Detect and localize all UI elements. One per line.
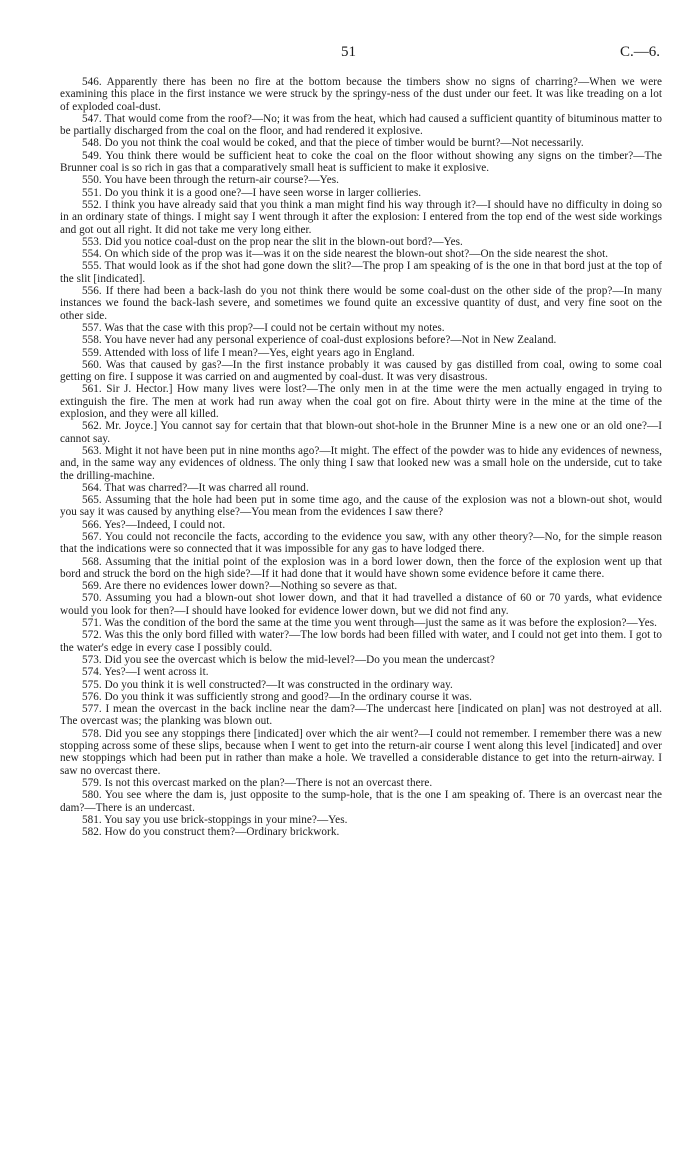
page-number: 51 — [341, 44, 356, 60]
testimony-body — [60, 76, 662, 838]
paragraph-558: 558. You have never had any personal experience of coal-dust explosions before?—Not in New Zealand. — [82, 334, 557, 347]
paragraph-549: 549. You think there would be sufficient heat to coke the coal on the floor without showing any signs on the timber?—The Brunner coal is so rich in gas that a comparatively small heat is sufficient to make it explosive. — [60, 149, 662, 175]
paragraph-575: 575. Do you think it is well constructed?—It was constructed in the ordinary way. — [82, 678, 453, 691]
paragraph-555: 555. That would look as if the shot had gone down the slit?—The prop I am speaking of is the one in that bord just at the top of the slit [indicated]. — [60, 260, 662, 285]
paragraph-573: 573. Did you see the overcast which is below the mid-level?—Do you mean the undercast? — [82, 653, 495, 666]
paragraph-574: 574. Yes?—I went across it. — [82, 666, 209, 679]
paragraph-550: 550. You have been through the return-air course?—Yes. — [82, 174, 339, 187]
paragraph-567: 567. You could not reconcile the facts, according to the evidence you saw, with any other theory?—No, for the simple reason that the indications were so connected that it was impossible for any gas to have lodged there. — [60, 530, 662, 556]
paragraph-552: 552. I think you have already said that you think a man might find his way through it?—I should have no difficulty in doing so in an ordinary state of things. I might say I went through it after the explosion: I entered from the top end of the west side workings and got out all right. It did not take me very long either. — [60, 198, 662, 236]
paragraph-548: 548. Do you not think the coal would be coked, and that the piece of timber would be burnt?—Not necessarily. — [82, 137, 584, 150]
paragraph-570: 570. Assuming you had a blown-out shot lower down, and that it had travelled a distance of 60 or 70 yards, what evidence would you look for then?—I should have looked for evidence lower down, but we did not find any. — [60, 592, 662, 617]
paragraph-557: 557. Was that the case with this prop?—I could not be certain without my notes. — [82, 321, 445, 334]
paragraph-562: 562. Mr. Joyce.] You cannot say for certain that that blown-out shot-hole in the Brunner Mine is a new one or an old one?—I cannot say. — [60, 420, 662, 445]
paragraph-569: 569. Are there no evidences lower down?—Nothing so severe as that. — [82, 580, 398, 593]
paragraph-560: 560. Was that caused by gas?—In the first instance probably it was caused by gas distilled from coal, owing to some coal getting on fire. I suppose it was carried on and augmented by coal-dust. It was very disastrous. — [60, 358, 662, 384]
paragraph-578: 578. Did you see any stoppings there [indicated] over which the air went?—I could not remember. I remember there was a new stopping across some of these slips, because when I went to get into the return-air course I went along this level [indicated] and over new stoppings which had been put in rather than make a hole. We travelled a considerable distance to get into the return-airway. I saw no overcast there. — [60, 727, 662, 777]
paragraph-559: 559. Attended with loss of life I mean?—Yes, eight years ago in England. — [82, 346, 415, 359]
paragraph-547: 547. That would come from the roof?—No; it was from the heat, which had caused a sufficient quantity of bituminous matter to be partially discharged from the coal on the floor, and had rendered it explosive. — [60, 112, 662, 138]
paragraph-577: 577. I mean the overcast in the back incline near the dam?—The undercast here [indicated on plan] was not destroyed at all. The overcast was; the planking was blown out. — [60, 703, 662, 728]
paragraph-551: 551. Do you think it is a good one?—I have seen worse in larger collieries. — [82, 186, 422, 199]
paragraph-568: 568. Assuming that the initial point of the explosion was in a bord lower down, then the force of the explosion went up that bord and struck the bord on the high side?—If it had done that it would have shown some evidence before it came there. — [60, 555, 662, 580]
paragraph-556: 556. If there had been a back-lash do you not think there would be some coal-dust on the other side of the prop?—In many instances we found the back-lash severe, and sometimes we found quite an excessive quantity of dust, and very fine soot on the other side. — [60, 285, 662, 322]
paragraph-554: 554. On which side of the prop was it—was it on the side nearest the blown-out shot?—On the side nearest the shot. — [82, 248, 609, 261]
paragraph-561: 561. Sir J. Hector.] How many lives were lost?—The only men in at the time were the men actually engaged in trying to extinguish the fire. The men at work had run away when the coal got on fire. About thirty were in the mine at the time of the explosion, and they were all killed. — [60, 383, 662, 421]
paragraph-565: 565. Assuming that the hole had been put in some time ago, and the cause of the explosion was not a blown-out shot, would you say it was caused by anything else?—You mean from the evidences I saw there? — [60, 494, 662, 519]
paragraph-571: 571. Was the condition of the bord the same at the time you went through—just the same as it was before the explosion?—Yes. — [82, 617, 657, 630]
paragraph-581: 581. You say you use brick-stoppings in your mine?—Yes. — [82, 813, 348, 826]
paragraph-546: 546. Apparently there has been no fire at the bottom because the timbers show no signs of charring?—When we were examining this place in the first instance we were struck by the springy-ness of the dust under our feet. It was like treading on a lot of exploded coal-dust. — [60, 76, 662, 113]
paragraph-566: 566. Yes?—Indeed, I could not. — [82, 518, 226, 531]
paragraph-582: 582. How do you construct them?—Ordinary brickwork. — [82, 826, 340, 839]
paragraph-553: 553. Did you notice coal-dust on the prop near the slit in the blown-out bord?—Yes. — [82, 235, 463, 248]
paragraph-572: 572. Was this the only bord filled with water?—The low bords had been filled with water, and I could not get into them. I got to the water's edge in every case I possibly could. — [60, 629, 662, 654]
paragraph-563: 563. Might it not have been put in nine months ago?—It might. The effect of the powder was to hide any evidences of newness, and, in the same way any evidences of oldness. The only thing I saw that looked new was a small hole on the underside, cut to take the drilling-machine. — [60, 444, 662, 482]
paragraph-579: 579. Is not this overcast marked on the plan?—There is not an overcast there. — [82, 776, 433, 789]
paragraph-576: 576. Do you think it was sufficiently strong and good?—In the ordinary course it was. — [82, 690, 472, 703]
paragraph-580: 580. You see where the dam is, just opposite to the sump-hole, that is the one I am speaking of. There is an overcast near the dam?—There is an undercast. — [60, 789, 662, 814]
paper-reference: C.—6. — [619, 44, 660, 60]
paragraph-564: 564. That was charred?—It was charred all round. — [82, 481, 309, 494]
page-header — [0, 44, 700, 64]
